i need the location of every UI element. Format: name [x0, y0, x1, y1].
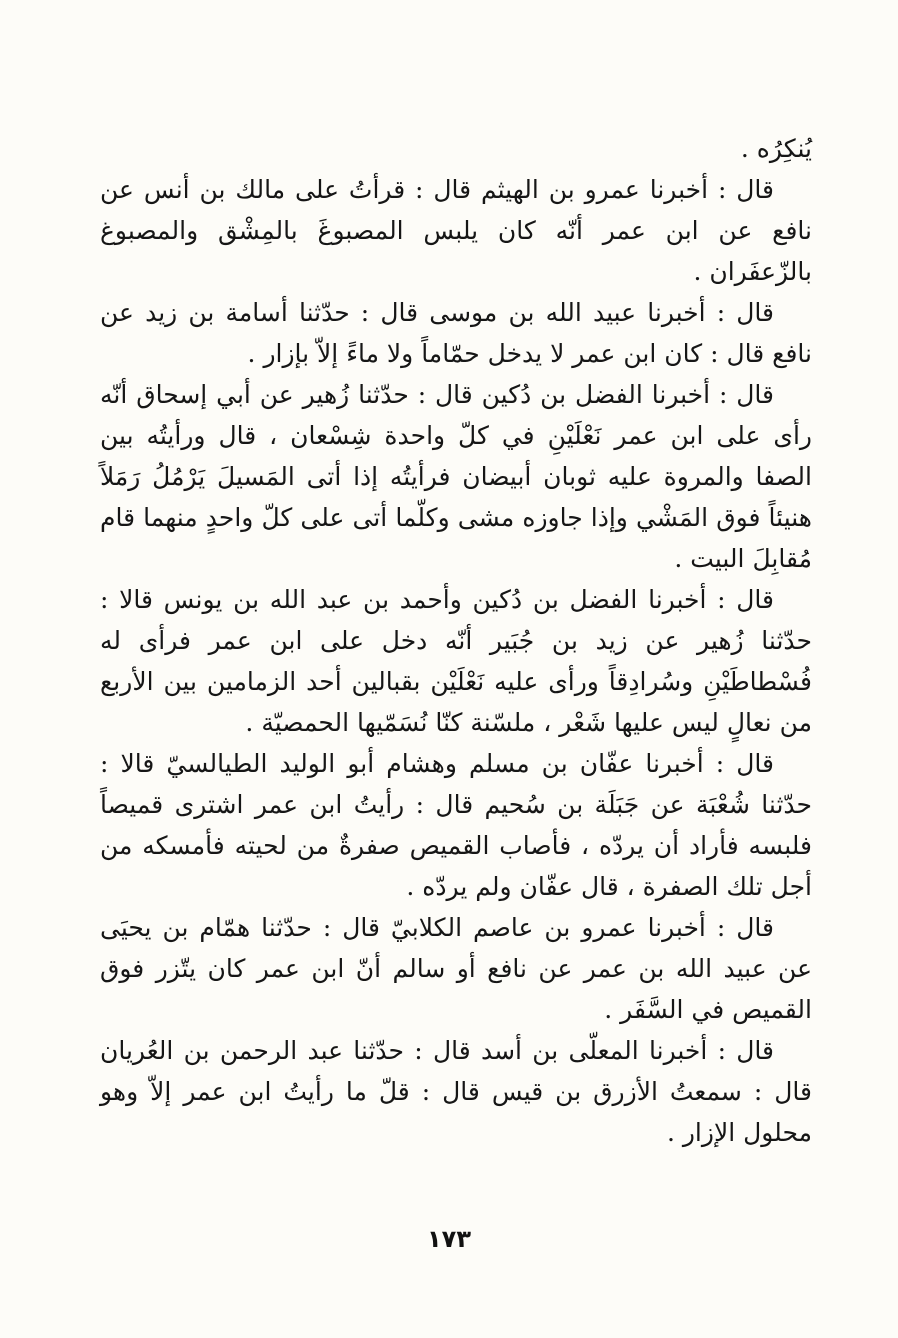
paragraph: قال : أخبرنا عبيد الله بن موسى قال : حدّثنا أسامة بن زيد عن نافع قال : كان ابن عمر لا يدخل حمّاماً ولا ماءً إلاّ بإزار . — [100, 298, 812, 368]
paragraph: قال : أخبرنا عفّان بن مسلم وهشام أبو الوليد الطيالسيّ قالا : حدّثنا شُعْبَة عن جَبَلَة بن سُحيم قال : رأيتُ ابن عمر اشترى قميصاً فلبسه فأراد أن يردّه ، فأصاب القميص صفرةٌ من لحيته فأمسكه من أجل تلك الصفرة ، قال عفّان ولم يردّه . — [100, 749, 812, 901]
paragraph: قال : أخبرنا عمرو بن الهيثم قال : قرأتُ على مالك بن أنس عن نافع عن ابن عمر أنّه كان يلبس المصبوغَ بالمِشْق والمصبوغ بالزّعفَران . — [100, 175, 812, 286]
opening-line: يُنكِرُه . — [740, 134, 812, 163]
paragraph: قال : أخبرنا عمرو بن عاصم الكلابيّ قال : حدّثنا همّام بن يحيَى عن عبيد الله بن عمر عن نافع أو سالم أنّ ابن عمر كان يتّزر فوق القميص في السَّفَر . — [100, 913, 812, 1024]
arabic-text-body — [100, 128, 812, 1153]
paragraph: قال : أخبرنا المعلّى بن أسد قال : حدّثنا عبد الرحمن بن العُريان قال : سمعتُ الأزرق بن قيس قال : قلّ ما رأيتُ ابن عمر إلاّ وهو محلول الإزار . — [100, 1036, 812, 1147]
paragraph: قال : أخبرنا الفضل بن دُكين قال : حدّثنا زُهير عن أبي إسحاق أنّه رأى على ابن عمر نَعْلَيْنِ في كلّ واحدة شِسْعان ، قال ورأيتُه بين الصفا والمروة عليه ثوبان أبيضان فرأيتُه إذا أتى المَسيلَ يَرْمُلُ رَمَلاً هنيئاً فوق المَشْي وإذا جاوزه مشى وكلّما أتى على كلّ واحدٍ منهما قام مُقابِلَ البيت . — [100, 380, 812, 573]
page-number: ١٧٣ — [427, 1225, 471, 1253]
paragraph: قال : أخبرنا الفضل بن دُكين وأحمد بن عبد الله بن يونس قالا : حدّثنا زُهير عن زيد بن جُبَير أنّه دخل على ابن عمر فرأى له فُسْطاطَيْنِ وسُرادِقاً ورأى عليه نَعْلَيْن بقبالين أحد الزمامين بين الأربع من نعالٍ ليس عليها شَعْر ، ملسّنة كنّا نُسَمّيها الحمصيّة . — [100, 585, 812, 737]
